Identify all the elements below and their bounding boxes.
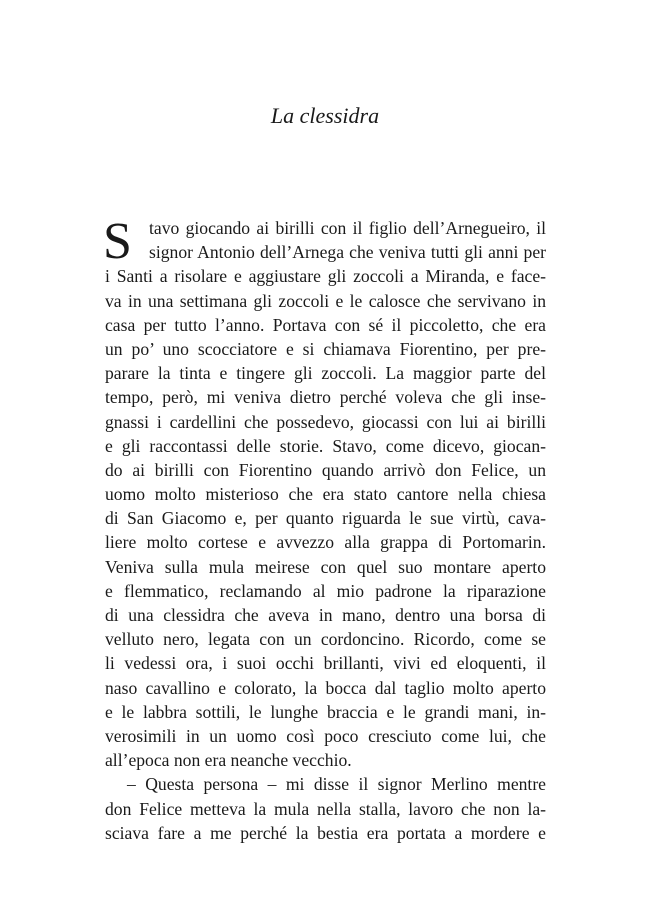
text-line: don Felice metteva la mula nella stalla, lavoro che non la- <box>105 798 546 819</box>
text-line: gnassi i cardellini che possedevo, giocassi con lui ai birilli <box>105 411 546 432</box>
text-line: – Questa persona – mi disse il signor Merlino mentre <box>127 774 546 795</box>
text-line: verosimili in un uomo così poco cresciuto come lui, che <box>105 725 546 746</box>
text-line: sciava fare a me perché la bestia era portata a mordere e <box>105 822 546 843</box>
text-line: li vedessi ora, i suoi occhi brillanti, vivi ed eloquenti, il <box>105 653 546 674</box>
text-line: naso cavallino e colorato, la bocca dal taglio molto aperto <box>105 677 546 698</box>
text-line: liere molto cortese e avvezzo alla grappa di Portomarin. <box>105 532 546 553</box>
text-line: casa per tutto l’anno. Portava con sé il piccoletto, che era <box>105 314 546 335</box>
text-line: un po’ uno scocciatore e si chiamava Fiorentino, per pre- <box>105 338 546 359</box>
text-line: tempo, però, mi veniva dietro perché voleva che gli inse- <box>105 387 546 408</box>
text-line: signor Antonio dell’Arnega che veniva tutti gli anni per <box>149 242 546 263</box>
text-line: di una clessidra che aveva in mano, dentro una borsa di <box>105 605 546 625</box>
text-line: i Santi a risolare e aggiustare gli zoccoli a Miranda, e face- <box>105 266 546 287</box>
text-line: e flemmatico, reclamando al mio padrone la riparazione <box>105 580 546 601</box>
drop-cap: S <box>103 213 132 270</box>
text-line: all’epoca non era neanche vecchio. <box>105 750 352 771</box>
text-line: e le labbra sottili, le lunghe braccia e le grandi mani, in- <box>105 701 546 722</box>
text-line: va in una settimana gli zoccoli e le calosce che servivano in <box>105 290 546 311</box>
text-line: parare la tinta e tingere gli zoccoli. La maggior parte del <box>105 363 546 384</box>
text-line: tavo giocando ai birilli con il figlio dell’Arnegueiro, il <box>149 218 546 238</box>
text-line: Veniva sulla mula meirese con quel suo montare aperto <box>105 556 546 577</box>
text-line: do ai birilli con Fiorentino quando arrivò don Felice, un <box>105 459 546 480</box>
text-line: uomo molto misterioso che era stato cantore nella chiesa <box>105 484 546 505</box>
text-line: velluto nero, legata con un cordoncino. Ricordo, come se <box>105 629 546 650</box>
text-line: di San Giacomo e, per quanto riguarda le sue virtù, cava- <box>105 508 546 529</box>
text-line: e gli raccontassi delle storie. Stavo, come dicevo, giocan- <box>105 435 546 456</box>
chapter-title: La clessidra <box>270 103 380 128</box>
body-text <box>103 213 546 845</box>
